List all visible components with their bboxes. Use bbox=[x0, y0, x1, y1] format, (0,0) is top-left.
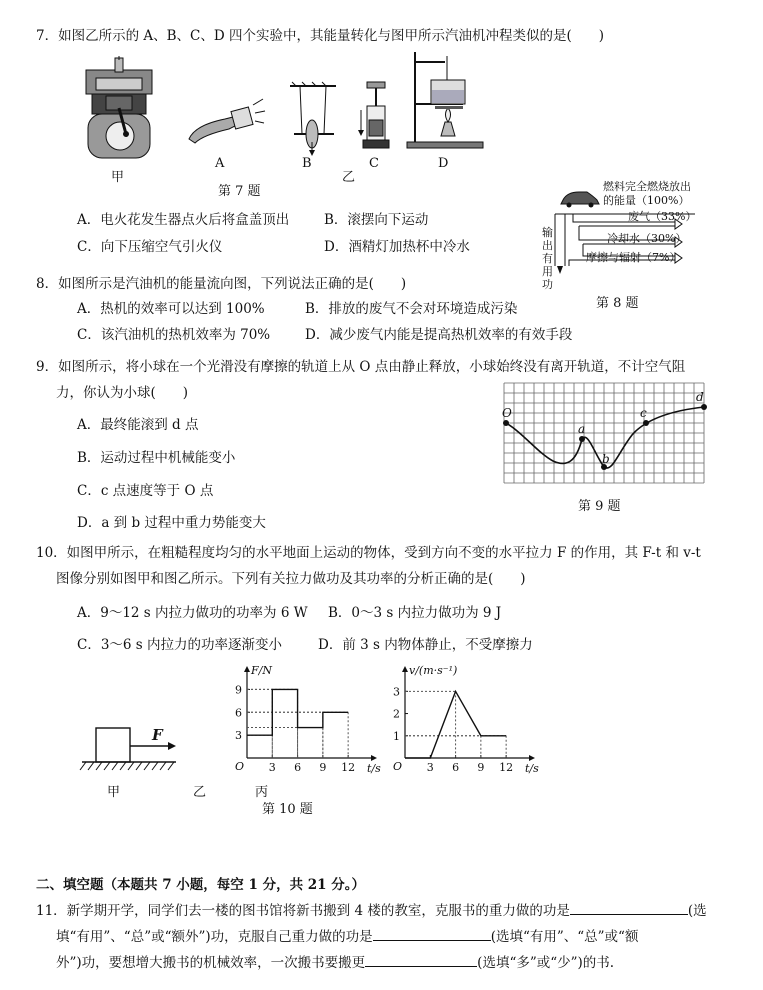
label-o: O bbox=[502, 406, 512, 420]
q8-option-a: A．热机的效率可以达到 100% bbox=[77, 301, 265, 317]
fig10-label-jia: 甲 bbox=[107, 785, 121, 800]
q11-blank-3[interactable] bbox=[365, 952, 477, 967]
rolling-pendulum-figure bbox=[290, 82, 338, 157]
alcohol-lamp-figure bbox=[405, 50, 485, 150]
ft-x-tick-label: 6 bbox=[294, 761, 302, 774]
q11-blank-1[interactable] bbox=[570, 900, 688, 915]
q9-option-c: C．c 点速度等于 O 点 bbox=[77, 483, 214, 499]
q10-option-d: D．前 3 s 内物体静止，不受摩擦力 bbox=[318, 637, 533, 653]
q7-caption: 第 7 题 bbox=[218, 184, 261, 199]
energy-output-c1: 输 bbox=[542, 226, 553, 239]
energy-cooling-water: 冷却水（30%） bbox=[607, 232, 687, 245]
ft-x-arrow bbox=[371, 755, 377, 761]
q11-text-6: (选填“多”或“少”)的书. bbox=[477, 955, 615, 971]
fig-label-yi: 乙 bbox=[342, 170, 356, 185]
vt-x-tick-label: 9 bbox=[477, 761, 485, 774]
point-a bbox=[579, 436, 585, 442]
velocity-time-chart bbox=[383, 664, 539, 780]
ft-origin: O bbox=[235, 760, 245, 773]
label-a: a bbox=[578, 422, 586, 436]
q10-stem-line1: 10．如图甲所示，在粗糙程度均匀的水平地面上运动的物体，受到方向不变的水平拉力 F 的作用，其 F-t 和 v-t bbox=[36, 545, 701, 561]
label-d: d bbox=[696, 390, 704, 404]
q8-option-d: D．减少废气内能是提高热机效率的有效手段 bbox=[305, 327, 573, 343]
air-compressor-figure bbox=[355, 80, 395, 155]
q9-option-b: B．运动过程中机械能变小 bbox=[77, 450, 236, 466]
vt-y-tick-label: 2 bbox=[393, 707, 400, 721]
q7-stem: 7．如图乙所示的 A、B、C、D 四个实验中，其能量转化与图甲所示汽油机冲程类似的是( ) bbox=[36, 28, 605, 44]
label-c: c bbox=[640, 406, 647, 420]
vt-x-label: t/s bbox=[525, 762, 539, 775]
q7-option-b: B．滚摆向下运动 bbox=[324, 212, 429, 228]
vt-origin: O bbox=[393, 760, 403, 773]
q8-caption: 第 8 题 bbox=[596, 296, 639, 311]
q7-option-d: D．酒精灯加热杯中冷水 bbox=[324, 239, 470, 255]
vt-x-tick-label: 12 bbox=[499, 761, 514, 774]
ft-y-tick-label: 9 bbox=[235, 683, 242, 697]
fig-label-jia: 甲 bbox=[111, 170, 125, 185]
ft-y-label: F/N bbox=[251, 664, 272, 677]
vt-y-tick-label: 1 bbox=[393, 729, 400, 743]
ft-y-arrow bbox=[244, 666, 250, 672]
ft-x-tick-label: 9 bbox=[319, 761, 327, 774]
block-force-figure bbox=[80, 718, 190, 778]
ft-y-tick-label: 3 bbox=[235, 729, 242, 743]
q11-text-1: 11．新学期开学，同学们去一楼的图书馆将新书搬到 4 楼的教室，克服书的重力做的功是 bbox=[36, 903, 570, 919]
ft-x-tick-label: 3 bbox=[268, 761, 276, 774]
q8-stem: 8．如图所示是汽油机的能量流向图，下列说法正确的是( ) bbox=[36, 276, 407, 292]
track-grid-figure bbox=[498, 383, 710, 491]
q11-blank-2[interactable] bbox=[373, 926, 491, 941]
vt-y-arrow bbox=[402, 666, 408, 672]
fig-label-a: A bbox=[215, 156, 225, 171]
q10-option-b: B．0～3 s 内拉力做功为 9 J bbox=[328, 605, 502, 621]
vt-x-tick-label: 6 bbox=[452, 761, 460, 774]
energy-output-c3: 有 bbox=[542, 252, 553, 265]
q10-option-c: C．3～6 s 内拉力的功率逐渐变小 bbox=[77, 637, 283, 653]
q11-text-2: (选 bbox=[687, 903, 707, 919]
force-label: F bbox=[152, 726, 163, 744]
q9-caption: 第 9 题 bbox=[578, 499, 621, 514]
vt-x-tick-label: 3 bbox=[426, 761, 434, 774]
force-time-chart bbox=[225, 664, 381, 780]
section2-title: 二、填空题（本题共 7 小题，每空 1 分，共 21 分。） bbox=[36, 877, 366, 893]
q11-text-5: 外”)功，要想增大搬书的机械效率，一次搬书要搬更 bbox=[56, 955, 366, 971]
ft-y-tick-label: 6 bbox=[235, 706, 242, 720]
fig10-label-yi: 乙 bbox=[193, 785, 207, 800]
point-c bbox=[643, 420, 649, 426]
spark-generator-figure bbox=[185, 95, 265, 145]
q9-stem-line1: 9．如图所示，将小球在一个光滑没有摩擦的轨道上从 O 点由静止释放，小球始终没有离开轨道，不计空气阻 bbox=[36, 359, 686, 375]
vt-y-label: v/(m·s⁻¹) bbox=[409, 664, 458, 677]
engine-cylinder-figure bbox=[82, 56, 157, 166]
ft-x-label: t/s bbox=[367, 762, 381, 775]
energy-waste-gas: 废气（33%） bbox=[628, 210, 697, 223]
vt-x-arrow bbox=[529, 755, 535, 761]
energy-output-c4: 用 bbox=[542, 265, 553, 278]
q10-option-a: A．9～12 s 内拉力做功的功率为 6 W bbox=[77, 605, 308, 621]
q8-option-c: C．该汽油机的热机效率为 70% bbox=[77, 327, 271, 343]
q11-line2 bbox=[56, 925, 638, 945]
energy-top-line1: 燃料完全燃烧放出 bbox=[603, 180, 691, 193]
q10-caption: 第 10 题 bbox=[262, 802, 313, 817]
point-d bbox=[701, 404, 707, 410]
q9-option-d: D．a 到 b 过程中重力势能变大 bbox=[77, 515, 266, 531]
q7-option-a: A．电火花发生器点火后将盒盖顶出 bbox=[77, 212, 290, 228]
ft-x-tick-label: 12 bbox=[341, 761, 356, 774]
q8-option-b: B．排放的废气不会对环境造成污染 bbox=[305, 301, 518, 317]
q9-option-a: A．最终能滚到 d 点 bbox=[77, 417, 199, 433]
q9-stem-line2: 力，你认为小球( ) bbox=[56, 385, 189, 401]
vt-y-tick-label: 3 bbox=[393, 685, 400, 699]
q10-stem-line2: 图像分别如图甲和图乙所示。下列有关拉力做功及其功率的分析正确的是( ) bbox=[56, 571, 526, 587]
fig10-label-bing: 丙 bbox=[255, 785, 269, 800]
label-b: b bbox=[602, 452, 610, 466]
fig-label-d: D bbox=[438, 156, 449, 171]
energy-output-c2: 出 bbox=[542, 239, 553, 252]
q11-text-4: (选填“有用”、“总”或“额 bbox=[490, 929, 639, 945]
q11-line3 bbox=[56, 951, 614, 971]
fig-label-c: C bbox=[369, 156, 379, 171]
energy-friction: 摩擦与辐射（7%） bbox=[586, 251, 681, 264]
point-o bbox=[503, 420, 509, 426]
q11-text-3: 填“有用”、“总”或“额外”)功，克服自己重力做的功是 bbox=[56, 929, 373, 945]
car-icon bbox=[561, 192, 599, 204]
q11-line1 bbox=[36, 899, 707, 919]
energy-top-line2: 的能量（100%） bbox=[603, 194, 690, 207]
q7-option-c: C．向下压缩空气引火仪 bbox=[77, 239, 223, 255]
energy-output-c5: 功 bbox=[542, 278, 553, 291]
fig-label-b: B bbox=[302, 156, 312, 171]
